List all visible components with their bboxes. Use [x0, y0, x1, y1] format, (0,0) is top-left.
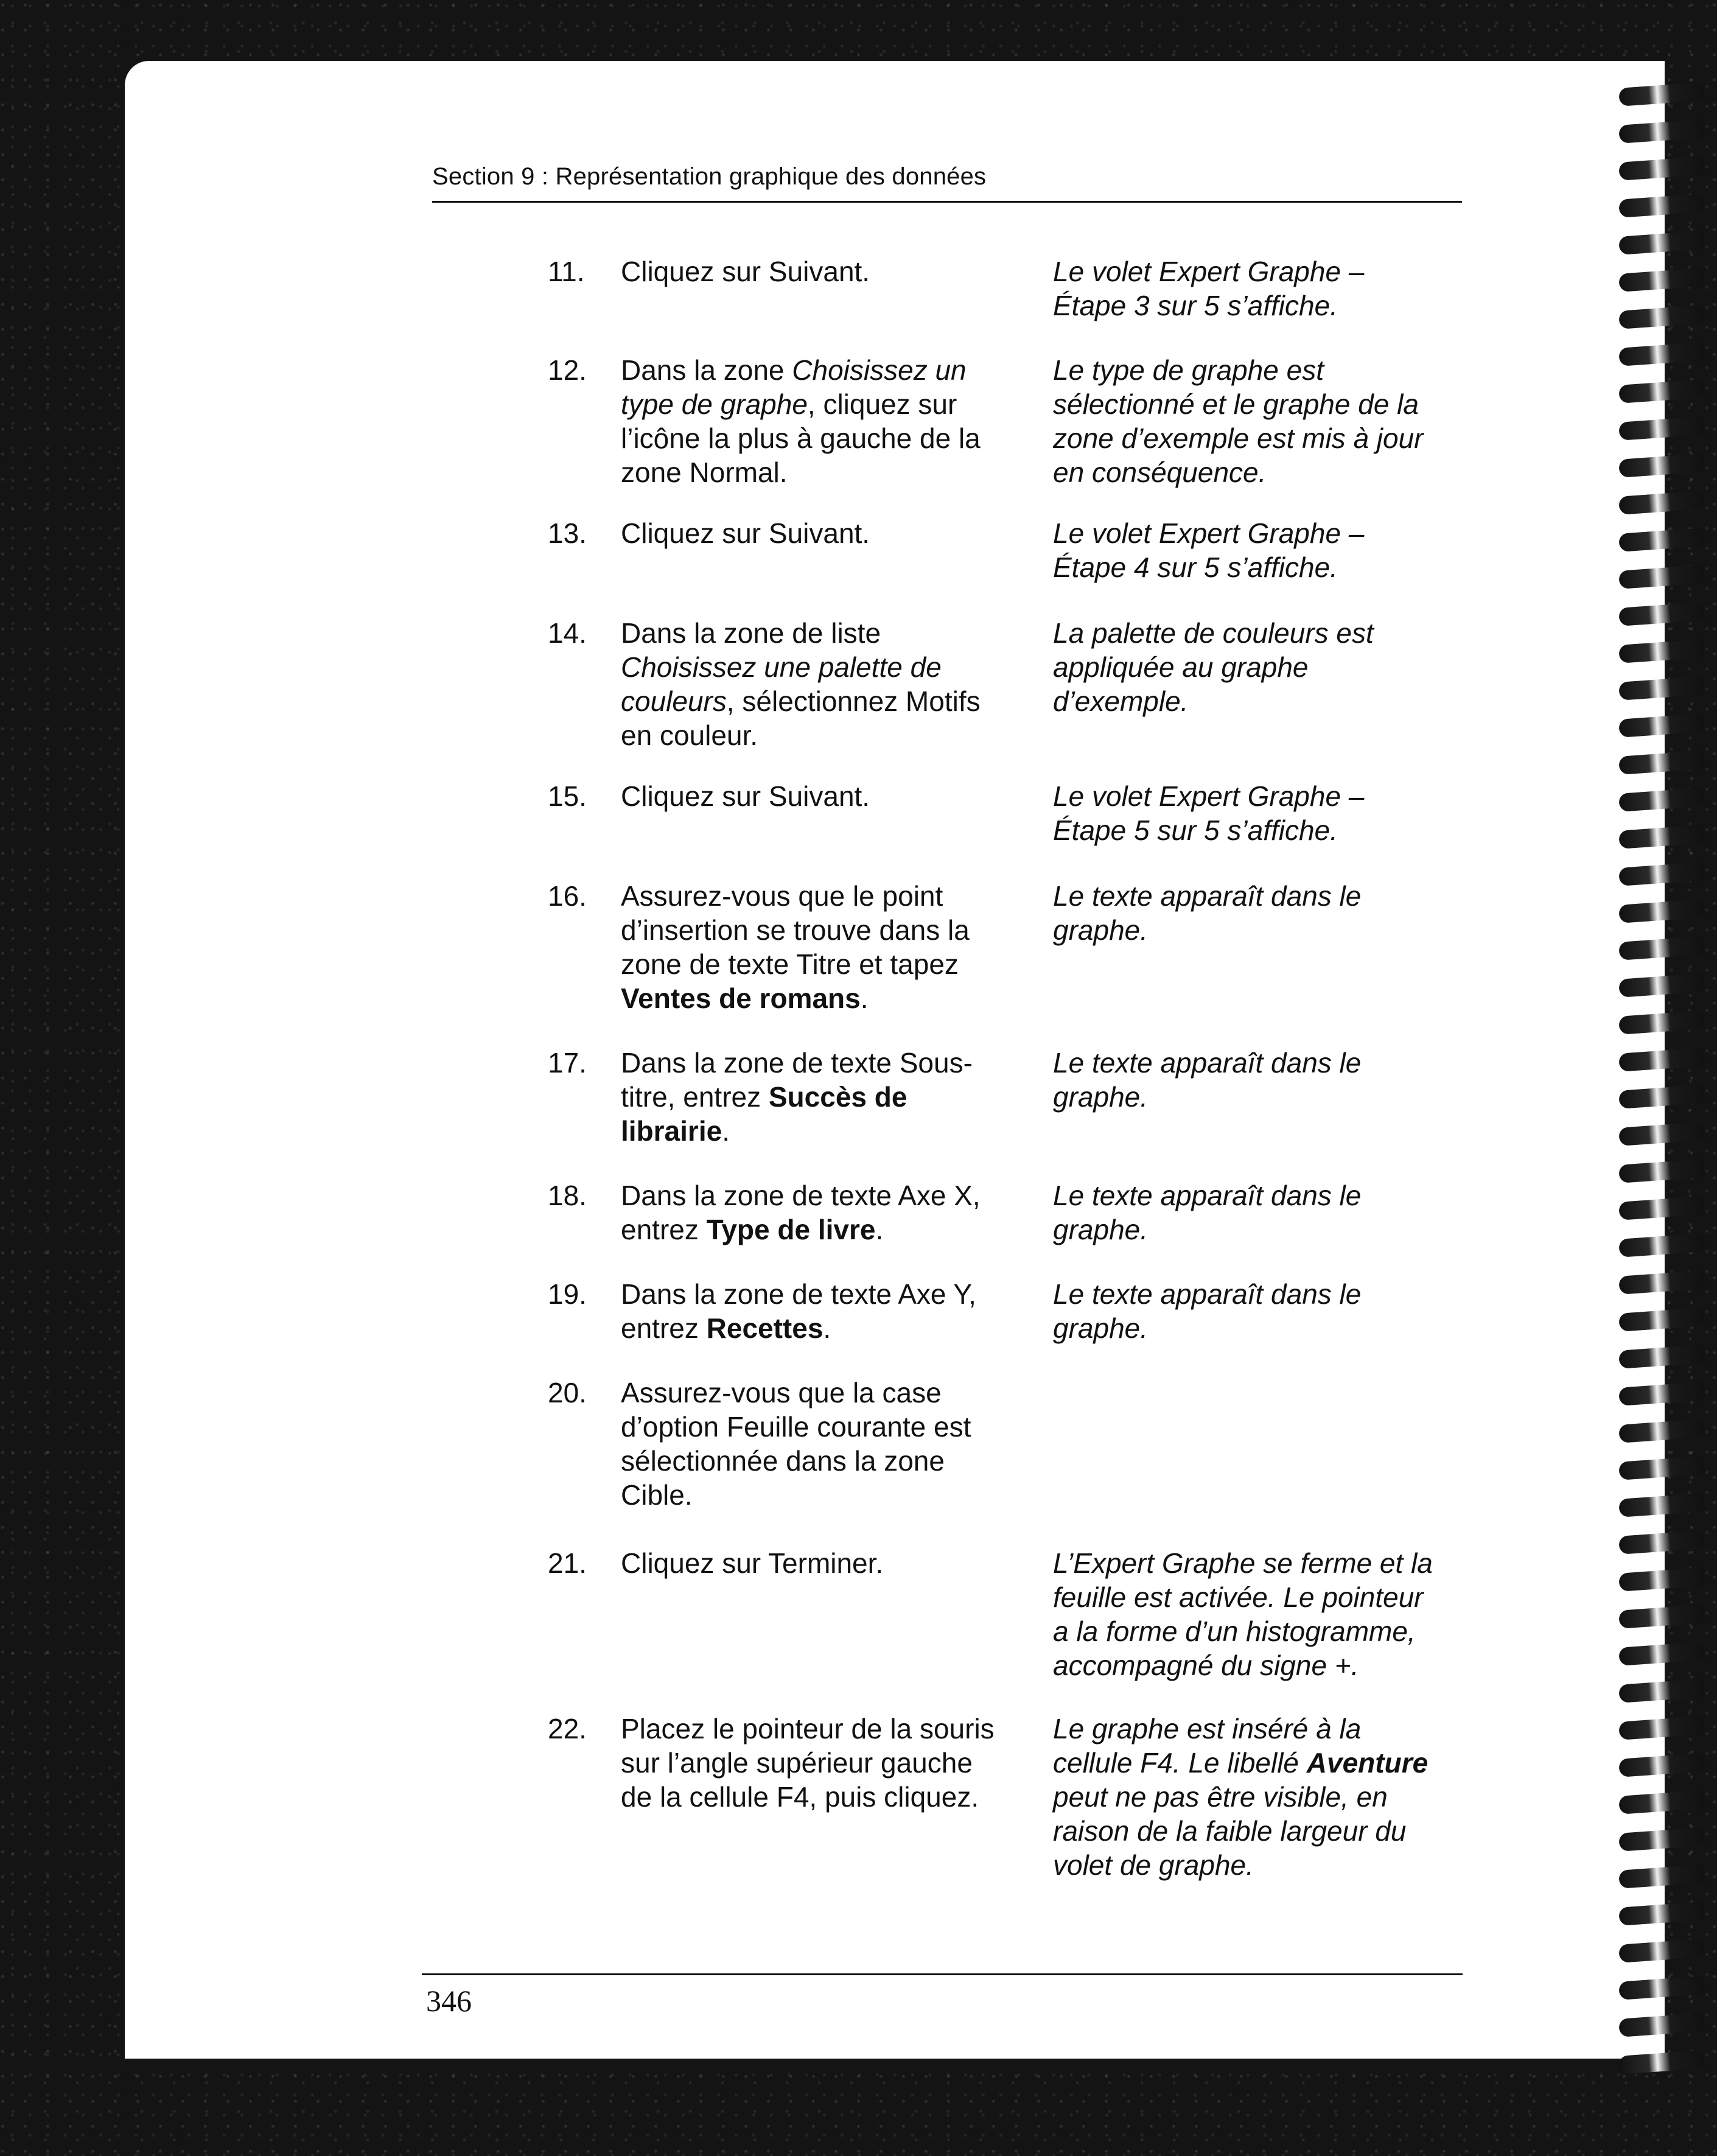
text-run: Le type de graphe est sélectionné et le graphe de la zone d’exemple est mis à jour en conséquence. [1053, 354, 1424, 488]
text-run: Dans la zone [621, 354, 792, 386]
step-number: 17. [548, 1047, 587, 1079]
step-result [1053, 254, 1455, 323]
text-run: Le texte apparaît dans le graphe. [1053, 1047, 1362, 1113]
step-result [1053, 1546, 1455, 1682]
step-action [621, 353, 998, 489]
text-run: Succès de librairie [621, 1081, 907, 1147]
text-run: peut ne pas être visible, en raison de la faible largeur du volet de graphe. [1053, 1781, 1407, 1881]
text-run: . [722, 1115, 730, 1147]
text-run: Cliquez sur Suivant. [621, 256, 870, 287]
step-number: 15. [548, 780, 587, 812]
step-action [621, 779, 998, 813]
text-run: Choisissez une palette de couleurs [621, 651, 942, 717]
text-run: Dans la zone de texte Sous- titre, entrez [621, 1047, 973, 1113]
text-run: Le texte apparaît dans le graphe. [1053, 1278, 1362, 1344]
step-number: 18. [548, 1180, 587, 1211]
text-run: , sélectionnez Motifs en couleur. [621, 685, 981, 751]
step-result [1053, 616, 1455, 718]
step-result [1053, 516, 1455, 584]
step-result [1053, 879, 1455, 947]
text-run: Dans la zone de liste [621, 617, 881, 649]
text-run: Cliquez sur Suivant. [621, 517, 870, 549]
text-run: Assurez-vous que le point d’insertion se trouve dans la zone de texte Titre et tapez [621, 880, 970, 980]
text-run: La palette de couleurs est appliquée au graphe d’exemple. [1053, 617, 1374, 717]
step-number: 20. [548, 1377, 587, 1409]
footer-divider [422, 1973, 1463, 1975]
text-run: . [875, 1214, 884, 1245]
text-run: Type de livre [706, 1214, 876, 1245]
step-result [1053, 353, 1455, 489]
step-action [621, 616, 998, 752]
step-action [621, 1546, 998, 1580]
step-action [621, 1046, 998, 1148]
step-result [1053, 1178, 1455, 1247]
text-run: Le texte apparaît dans le graphe. [1053, 1180, 1362, 1245]
step-action [621, 1712, 998, 1814]
text-run: Aventure [1306, 1747, 1429, 1779]
step-number: 16. [548, 880, 587, 912]
step-action [621, 879, 998, 1015]
section-header: Section 9 : Représentation graphique des données [432, 163, 987, 190]
step-action [621, 1376, 998, 1512]
text-run: Placez le pointeur de la souris sur l’angle supérieur gauche de la cellule F4, puis cliquez. [621, 1713, 995, 1813]
step-number: 11. [548, 256, 585, 287]
text-run: Le volet Expert Graphe – Étape 4 sur 5 s’affiche. [1053, 517, 1365, 583]
step-number: 13. [548, 517, 587, 549]
text-run: Le texte apparaît dans le graphe. [1053, 880, 1362, 946]
text-run: Dans la zone de texte Axe Y, entrez [621, 1278, 976, 1344]
text-run: L’Expert Graphe se ferme et la feuille est activée. Le pointeur a la forme d’un histogramme, accompagné du signe +. [1053, 1547, 1433, 1681]
text-run: Cliquez sur Suivant. [621, 780, 870, 812]
text-run: , cliquez sur l’icône la plus à gauche de la zone Normal. [621, 388, 981, 488]
text-run: Recettes [706, 1312, 824, 1344]
step-number: 19. [548, 1278, 587, 1310]
text-run: Le volet Expert Graphe – Étape 5 sur 5 s’affiche. [1053, 780, 1365, 846]
text-run: Cliquez sur Terminer. [621, 1547, 884, 1579]
text-run: . [823, 1312, 831, 1344]
step-action [621, 1178, 998, 1247]
text-run: Assurez-vous que la case d’option Feuille courante est sélectionnée dans la zone Cible. [621, 1377, 971, 1511]
text-run: Choisissez un type de graphe [621, 354, 967, 420]
step-result [1053, 1277, 1455, 1345]
text-run: Ventes de romans [621, 982, 861, 1014]
step-action [621, 516, 998, 550]
step-number: 12. [548, 354, 587, 386]
step-action [621, 1277, 998, 1345]
step-result [1053, 779, 1455, 847]
step-result [1053, 1046, 1455, 1114]
step-action [621, 254, 998, 289]
step-number: 21. [548, 1547, 587, 1579]
step-number: 14. [548, 617, 587, 649]
step-result [1053, 1712, 1455, 1882]
text-run: Dans la zone de texte Axe X, entrez [621, 1180, 981, 1245]
page-number: 346 [426, 1984, 472, 2018]
text-run: Le volet Expert Graphe – Étape 3 sur 5 s’affiche. [1053, 256, 1365, 321]
text-run: Le graphe est inséré à la cellule F4. Le libellé [1053, 1713, 1362, 1779]
step-number: 22. [548, 1713, 587, 1745]
text-run: . [860, 982, 869, 1014]
